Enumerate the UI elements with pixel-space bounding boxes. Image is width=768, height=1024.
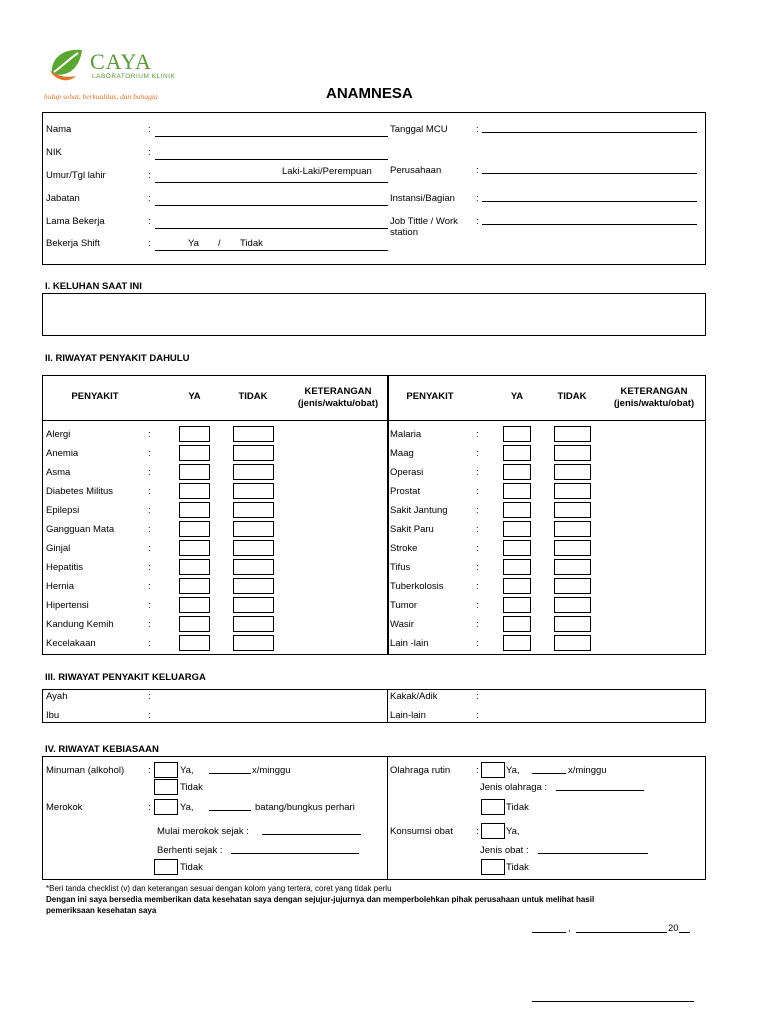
jenis-obat-label: Jenis obat : <box>480 845 529 856</box>
konsumsi-tidak-checkbox[interactable] <box>481 859 505 875</box>
header-ket-left: KETERANGAN <box>304 386 372 397</box>
tidak-checkbox[interactable] <box>233 597 274 613</box>
berhenti-field[interactable] <box>231 853 359 854</box>
identity-field-right[interactable] <box>482 173 697 174</box>
merokok-ya-checkbox[interactable] <box>154 799 178 815</box>
colon: : <box>476 581 479 592</box>
merokok-jumlah-field[interactable] <box>209 810 251 811</box>
ya-checkbox[interactable] <box>179 540 210 556</box>
identity-box <box>42 112 706 265</box>
colon: : <box>148 505 151 516</box>
ya-checkbox[interactable] <box>179 426 210 442</box>
keluarga-ibu: Ibu <box>46 710 60 721</box>
colon: : <box>476 467 479 478</box>
colon: : <box>148 216 151 227</box>
ya-checkbox[interactable] <box>179 483 210 499</box>
disease-name: Maag <box>390 448 414 459</box>
colon: : <box>476 429 479 440</box>
label-merokok: Merokok <box>46 802 83 813</box>
olahraga-ya-checkbox[interactable] <box>481 762 505 778</box>
tidak-checkbox[interactable] <box>233 559 274 575</box>
colon: : <box>148 448 151 459</box>
ya-checkbox[interactable] <box>503 426 531 442</box>
colon: : <box>148 765 151 776</box>
olahraga-tidak-label: Tidak <box>506 802 529 813</box>
tidak-checkbox[interactable] <box>554 502 591 518</box>
tidak-checkbox[interactable] <box>554 445 591 461</box>
ya-checkbox[interactable] <box>503 483 531 499</box>
keluhan-field[interactable] <box>42 293 706 336</box>
ya-checkbox[interactable] <box>503 578 531 594</box>
colon: : <box>476 505 479 516</box>
konsumsi-ya-label: Ya, <box>506 826 520 837</box>
colon: : <box>148 467 151 478</box>
colon: : <box>148 429 151 440</box>
mulai-merokok-label: Mulai merokok sejak : <box>157 826 249 837</box>
disease-name: Ginjal <box>46 543 71 554</box>
tidak-checkbox[interactable] <box>233 635 274 651</box>
identity-label: NIK <box>46 147 62 158</box>
tidak-checkbox[interactable] <box>554 597 591 613</box>
identity-label-right: Instansi/Bagian <box>390 193 455 204</box>
keluarga-divider <box>387 689 388 723</box>
header-tidak-right: TIDAK <box>557 391 587 402</box>
colon: : <box>148 562 151 573</box>
note-consent: Dengan ini saya bersedia memberikan data kesehatan saya dengan sejujur-jujurnya dan memperbolehkan pihak perusahaan untuk melihat hasil <box>46 895 595 904</box>
identity-field[interactable] <box>155 205 388 206</box>
year-field[interactable] <box>679 932 690 933</box>
identity-label: Nama <box>46 124 72 135</box>
header-penyakit-right: PENYAKIT <box>406 391 454 402</box>
identity-field[interactable] <box>155 136 388 137</box>
disease-name: Prostat <box>390 486 421 497</box>
colon: : <box>148 638 151 649</box>
disease-name: Tifus <box>390 562 411 573</box>
tidak-checkbox[interactable] <box>554 464 591 480</box>
label-minuman: Minuman (alkohol) <box>46 765 125 776</box>
identity-label-right: Job Tittle / Work station <box>390 216 458 238</box>
disease-name: Tumor <box>390 600 418 611</box>
ya-checkbox[interactable] <box>179 616 210 632</box>
keluarga-kakak: Kakak/Adik <box>390 691 438 702</box>
identity-label-right: Tanggal MCU <box>390 124 448 135</box>
brand-sub: LABORATORIUM KLINIK <box>92 73 176 80</box>
colon: : <box>148 524 151 535</box>
note-consent-cont: pemeriksaan kesehatan saya <box>46 906 157 915</box>
shift-slash: / <box>218 238 221 249</box>
colon: : <box>148 543 151 554</box>
section-title-kebiasaan: IV. RIWAYAT KEBIASAAN <box>45 744 159 755</box>
colon: : <box>148 238 151 249</box>
ya-checkbox[interactable] <box>179 597 210 613</box>
colon: : <box>148 147 151 158</box>
ya-checkbox[interactable] <box>179 578 210 594</box>
year-prefix: 20 <box>668 923 679 934</box>
tidak-checkbox[interactable] <box>233 616 274 632</box>
colon: : <box>476 765 479 776</box>
colon: : <box>476 543 479 554</box>
disease-name: Anemia <box>46 448 79 459</box>
date-comma: , <box>568 923 571 934</box>
colon: : <box>148 486 151 497</box>
tidak-checkbox[interactable] <box>233 540 274 556</box>
colon: : <box>148 193 151 204</box>
identity-field[interactable] <box>155 250 388 251</box>
colon: : <box>476 638 479 649</box>
header-ya-right: YA <box>510 391 524 402</box>
disease-name: Hernia <box>46 581 74 592</box>
jenis-obat-field[interactable] <box>538 853 648 854</box>
identity-field-right[interactable] <box>482 201 697 202</box>
logo <box>44 44 184 104</box>
colon: : <box>476 710 479 721</box>
disease-name: Sakit Jantung <box>390 505 448 516</box>
ya-checkbox[interactable] <box>503 502 531 518</box>
ya-checkbox[interactable] <box>503 559 531 575</box>
colon: : <box>148 124 151 135</box>
tidak-checkbox[interactable] <box>233 502 274 518</box>
ya-checkbox[interactable] <box>179 559 210 575</box>
ya-checkbox[interactable] <box>179 521 210 537</box>
label-olahraga: Olahraga rutin <box>390 765 451 776</box>
identity-field[interactable] <box>155 159 388 160</box>
tidak-checkbox[interactable] <box>233 426 274 442</box>
header-ket-sub-left: (jenis/waktu/obat) <box>297 398 379 409</box>
minuman-ya-label: Ya, <box>180 765 194 776</box>
tidak-checkbox[interactable] <box>233 483 274 499</box>
header-penyakit-left: PENYAKIT <box>71 391 119 402</box>
tidak-checkbox[interactable] <box>554 426 591 442</box>
colon: : <box>476 562 479 573</box>
section-title-penyakit-keluarga: III. RIWAYAT PENYAKIT KELUARGA <box>45 672 206 683</box>
olahraga-tidak-checkbox[interactable] <box>481 799 505 815</box>
tidak-checkbox[interactable] <box>554 483 591 499</box>
colon: : <box>476 486 479 497</box>
tidak-checkbox[interactable] <box>233 521 274 537</box>
merokok-tidak-label: Tidak <box>180 862 203 873</box>
disease-name: Hepatitis <box>46 562 83 573</box>
disease-name: Diabetes Militus <box>46 486 114 497</box>
shift-ya[interactable]: Ya <box>188 238 199 249</box>
signature-line[interactable] <box>532 1001 694 1002</box>
disease-name: Wasir <box>390 619 414 630</box>
ya-checkbox[interactable] <box>503 635 531 651</box>
disease-name: Alergi <box>46 429 71 440</box>
disease-name: Kecelakaan <box>46 638 96 649</box>
minuman-tidak-checkbox[interactable] <box>154 779 178 795</box>
tidak-checkbox[interactable] <box>554 521 591 537</box>
colon: : <box>148 691 151 702</box>
ya-checkbox[interactable] <box>179 445 210 461</box>
colon: : <box>476 524 479 535</box>
colon: : <box>476 193 479 204</box>
identity-label: Bekerja Shift <box>46 238 100 249</box>
identity-field-right[interactable] <box>482 224 697 225</box>
disease-name: Kandung Kemih <box>46 619 114 630</box>
note-checklist: *Beri tanda checklist (v) dan keterangan sesuai dengan kolom yang tertera, coret yang tidak perlu <box>46 884 392 893</box>
ya-checkbox[interactable] <box>503 445 531 461</box>
konsumsi-tidak-label: Tidak <box>506 862 529 873</box>
ya-checkbox[interactable] <box>503 521 531 537</box>
identity-label: Umur/Tgl lahir <box>46 170 106 181</box>
colon: : <box>476 600 479 611</box>
ya-checkbox[interactable] <box>503 464 531 480</box>
leaf-logo-icon <box>46 44 88 86</box>
merokok-batang: batang/bungkus perhari <box>255 802 355 813</box>
identity-field-right[interactable] <box>482 132 697 133</box>
shift-tidak[interactable]: Tidak <box>240 238 263 249</box>
colon: : <box>148 619 151 630</box>
konsumsi-ya-checkbox[interactable] <box>481 823 505 839</box>
disease-name: Asma <box>46 467 71 478</box>
penyakit-table <box>42 375 706 655</box>
minuman-per-minggu: x/minggu <box>252 765 291 776</box>
disease-name: Malaria <box>390 429 422 440</box>
disease-name: Operasi <box>390 467 424 478</box>
disease-name: Stroke <box>390 543 418 554</box>
ya-checkbox[interactable] <box>503 540 531 556</box>
tidak-checkbox[interactable] <box>554 616 591 632</box>
disease-name: Tuberkolosis <box>390 581 444 592</box>
colon: : <box>476 124 479 135</box>
colon: : <box>476 216 479 227</box>
olahraga-per-minggu: x/minggu <box>568 765 607 776</box>
tidak-checkbox[interactable] <box>233 578 274 594</box>
ya-checkbox[interactable] <box>179 635 210 651</box>
keluarga-ayah: Ayah <box>46 691 68 702</box>
minuman-tidak-label: Tidak <box>180 782 203 793</box>
jenis-olahraga-field[interactable] <box>556 790 644 791</box>
section-title-keluhan: I. KELUHAN SAAT INI <box>45 281 142 292</box>
colon: : <box>476 165 479 176</box>
place-field[interactable] <box>532 932 566 933</box>
olahraga-ya-label: Ya, <box>506 765 520 776</box>
kebiasaan-divider <box>387 756 388 880</box>
tidak-checkbox[interactable] <box>233 464 274 480</box>
identity-label-right: Perusahaan <box>390 165 442 176</box>
jenis-olahraga-label: Jenis olahraga : <box>480 782 548 793</box>
identity-field[interactable] <box>155 228 388 229</box>
keluarga-box <box>42 689 706 723</box>
colon: : <box>148 710 151 721</box>
tidak-checkbox[interactable] <box>554 540 591 556</box>
colon: : <box>148 600 151 611</box>
minuman-freq-field[interactable] <box>209 773 251 774</box>
ya-checkbox[interactable] <box>179 502 210 518</box>
table-divider <box>387 375 389 655</box>
identity-field[interactable] <box>155 182 388 183</box>
section-title-penyakit-dahulu: II. RIWAYAT PENYAKIT DAHULU <box>45 353 190 364</box>
disease-name: Gangguan Mata <box>46 524 115 535</box>
merokok-tidak-checkbox[interactable] <box>154 859 178 875</box>
tidak-checkbox[interactable] <box>554 578 591 594</box>
ya-checkbox[interactable] <box>503 616 531 632</box>
merokok-ya-label: Ya, <box>180 802 194 813</box>
gender-option: Laki-Laki/Perempuan <box>282 166 372 177</box>
colon: : <box>148 581 151 592</box>
colon: : <box>148 802 151 813</box>
colon: : <box>148 170 151 181</box>
ya-checkbox[interactable] <box>503 597 531 613</box>
colon: : <box>476 448 479 459</box>
identity-label: Jabatan <box>46 193 80 204</box>
disease-name: Hipertensi <box>46 600 89 611</box>
header-divider <box>42 420 706 421</box>
label-konsumsi: Konsumsi obat <box>390 826 453 837</box>
tidak-checkbox[interactable] <box>233 445 274 461</box>
ya-checkbox[interactable] <box>179 464 210 480</box>
header-ket-right: KETERANGAN <box>620 386 688 397</box>
disease-name: Lain -lain <box>390 638 429 649</box>
colon: : <box>476 691 479 702</box>
header-tidak-left: TIDAK <box>238 391 268 402</box>
mulai-merokok-field[interactable] <box>262 834 361 835</box>
olahraga-freq-field[interactable] <box>532 773 566 774</box>
berhenti-label: Berhenti sejak : <box>157 845 223 856</box>
identity-label: Lama Bekerja <box>46 216 105 227</box>
disease-name: Epilepsi <box>46 505 80 516</box>
colon: : <box>476 826 479 837</box>
disease-name: Sakit Paru <box>390 524 434 535</box>
keluarga-lain: Lain-lain <box>390 710 426 721</box>
page-title: ANAMNESA <box>326 85 413 102</box>
date-field[interactable] <box>576 932 667 933</box>
brand-tagline: hidup sehat, berkualitas, dan bahagia <box>44 92 158 101</box>
brand-name: CAYA <box>90 49 152 74</box>
colon: : <box>476 619 479 630</box>
minuman-ya-checkbox[interactable] <box>154 762 178 778</box>
header-ket-sub-right: (jenis/waktu/obat) <box>613 398 695 409</box>
header-ya-left: YA <box>188 391 201 402</box>
tidak-checkbox[interactable] <box>554 559 591 575</box>
tidak-checkbox[interactable] <box>554 635 591 651</box>
